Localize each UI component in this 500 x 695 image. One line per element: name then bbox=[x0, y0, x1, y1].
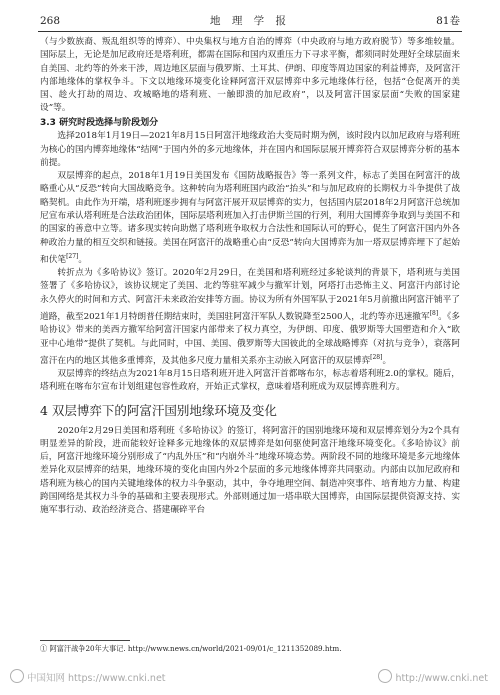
citation[interactable]: [28] bbox=[370, 353, 383, 361]
footnote-rule bbox=[40, 640, 130, 641]
watermark-bar bbox=[0, 668, 500, 690]
paragraph-text: 。 bbox=[382, 355, 392, 366]
paragraph-text: 。《多哈协议》带来的美西方撤军给阿富汗国家内部带来了权力真空，为伊朗、印度、俄罗斯等大国塑造和介入“欧亚中心地带”提供了契机。与此同时，中国、美国、俄罗斯等大国彼此的全球战略博弈（对抗与竞争），衰落阿富汗在内的地区其他多重博弈，及其他多尺度力量相关系亦主动嵌入阿富汗的双层博弈 bbox=[40, 311, 460, 366]
footnote-text[interactable]: 阿富汗战争20年大事记. http://www.news.cn/world/2021-09/01/c_1211352089.htm. bbox=[49, 644, 342, 653]
paragraph: 双层博弈的终结点为2021年8月15日塔利班开进入阿富汗首都喀布尔，标志着塔利班2.0的掌权。随后，塔利班在喀布尔宣布计划组建包容性政府，开始正式掌权，意味着塔利班成为双层博弈胜利方。 bbox=[40, 369, 460, 393]
journal-title: 地 理 学 报 bbox=[209, 15, 290, 27]
paragraph bbox=[40, 170, 460, 267]
watermark-right bbox=[378, 668, 488, 690]
article-body bbox=[40, 36, 460, 518]
paragraph: （与少数族裔、叛乱组织等的博弈）、中央集权与地方自治的博弈（中央政府与地方政府脱节）等多维较量。国际层上，无论是加尼政府还是塔利班，都需在国际和国内双重压力下寻求平衡，都须同时处理好全球层面来自美国、北约等的外来干涉，周边地区层面与俄罗斯、土耳其、伊朗、印度等周边国家的利益博弈，及阿富汗内部地缘体的掌权争斗。下文以地缘环境变化诠释阿富汗双层博弈中多元地缘体行径，包括“仓促离开的美国、趁火打劫的周边、攻城略地的塔利班、一触即溃的加尼政府”，以及阿富汗国家层面“失败的国家建设”等。 bbox=[40, 37, 460, 114]
page-header bbox=[38, 12, 462, 30]
paragraph: 选择2018年1月19日—2021年8月15日阿富汗地缘政治大变局时期为例，该时段内以加尼政府与塔利班为核心的国内博弈地缘体“结网”于国内外的多元地缘体，并在国内和国际层展开博弈符合双层博弈分析的基本前提。 bbox=[40, 131, 460, 168]
cnki-logo-icon bbox=[10, 669, 24, 683]
watermark-left bbox=[10, 668, 166, 690]
citation[interactable]: [27] bbox=[66, 252, 79, 260]
section-heading-4: 4 双层博弈下的阿富汗国别地缘环境及变化 bbox=[40, 402, 277, 418]
cnki-logo-icon bbox=[378, 669, 392, 683]
volume-label: 81卷 bbox=[436, 15, 460, 27]
footnote bbox=[40, 643, 460, 654]
page-number: 268 bbox=[40, 15, 61, 27]
watermark-left-text: 中国知网 https://www.cnki.net bbox=[27, 673, 166, 684]
paragraph-text: 双层博弈的起点，2018年1月19日美国发布《国防战略报告》等一系列文件，标志了美国在阿富汗的战略重心从“反恐”转向大国战略竞争。这种转向为塔利班国内政治“抬头”和与加尼政府的长期权力斗争提供了战略契机。由此作为开端，塔利班逐步拥有与阿富汗展开双层博弈的实力，包括国内层2018年2月阿富汗总统加尼宣布承认塔利班是合法政治团体，国际层塔利班加入打击伊斯兰国的行列，利用大国博弈争取到与美国不和的国家的善意中立等。诸多现实转向助燃了塔利班争取权力合法性和国际认可的野心，促生了阿富汗国内外各种政治力量的相互交织和链接。美国在阿富汗的战略重心由“反恐”转向大国博弈为加一塔双层博弈埋下了起始和伏笔 bbox=[40, 171, 460, 265]
footnote-marker: ① bbox=[40, 644, 48, 653]
paragraph: 2020年2月29日美国和塔利班《多哈协议》的签订，将阿富汗的国别地缘环境和双层博弈划分为2个具有明显差异的阶段，进而能较好诠释多元地缘体的双层博弈是如何驱使阿富汗地缘环境变化。《多哈协议》前后，阿富汗地缘环境分别形成了“内乱外压”和“内崩外斗”地缘环境态势。两阶段不同的地缘环境是多元地缘体差异化双层博弈的结果，地缘环境的变化由国内外2个层面的多元地缘体博弈共同驱动。内部由以加尼政府和塔利班为核心的国内关键地缘体的权力斗争驱动，其中，争夺地理空间、制造冲突事件、培育地方力量、构建跨国网络是其权力斗争的基础和主要表现形式。外部则通过加一塔串联大国博弈，由国际层提供资源支持、实施军事行动、政治经济竞合、搭建碾碎平台 bbox=[40, 425, 460, 516]
paragraph-text: 转折点为《多哈协议》签订。2020年2月29日，在美国和塔利班经过多轮谈判的背景下，塔利班与美国签署了《多哈协议》，该协议规定了美国、北约等驻军减少与撤军计划，阿塔打击恐怖主义、阿富汗内部讨论永久停火的时间和方式、阿富汗未来政治安排等方面。协议为所有外国军队于2021年5月前撤出阿富汗铺平了道路，截至2021年1月特朗普任期结束时，美国驻阿富汗军队人数锐降至2500人，北约等亦迅速撤军 bbox=[40, 268, 460, 322]
section-heading-3-3: 3.3 研究时段选择与阶段划分 bbox=[40, 117, 159, 128]
citation[interactable]: [8] bbox=[429, 310, 439, 318]
paragraph bbox=[40, 267, 460, 368]
paragraph-text: 。 bbox=[78, 254, 88, 265]
watermark-right-text: http://www.cnki.net bbox=[395, 673, 488, 684]
header-rule bbox=[38, 31, 462, 32]
